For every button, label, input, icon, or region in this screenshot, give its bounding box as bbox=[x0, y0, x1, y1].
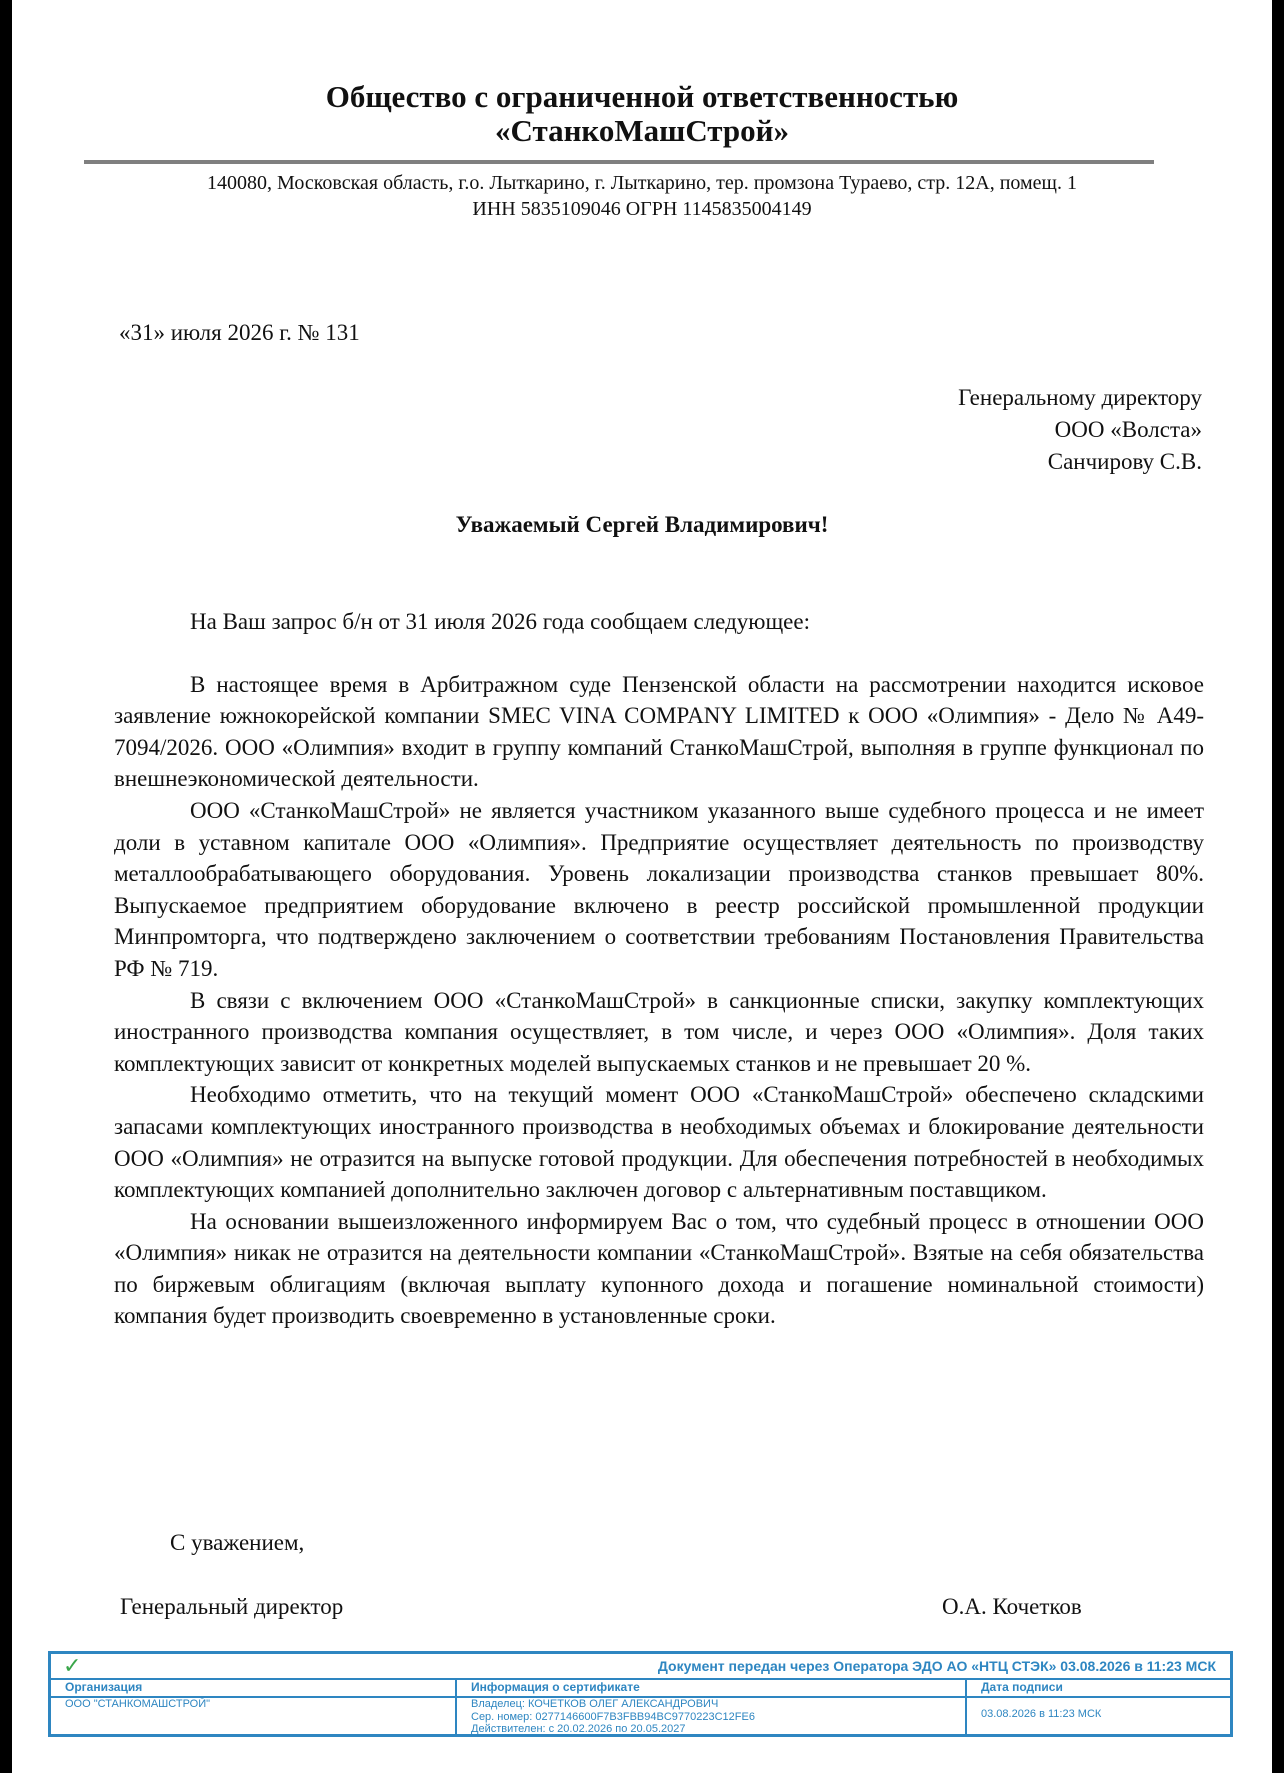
recipient-line: Генеральному директору bbox=[958, 385, 1202, 410]
stamp-cert-serial: Сер. номер: 0277146600F7B3FBB94BC9770223C12FE6 bbox=[471, 1710, 755, 1723]
body-paragraph: В настоящее время в Арбитражном суде Пензенской области на рассмотрении находится исковое заявление южнокорейской компании SMEC VINA COMPANY LIMITED к ООО «Олимпия» - Дело № А49-7094/2026. ООО «Олимпия» входит в группу компаний СтанкоМашСтрой, выполняя в группе функционал по внешнеэкономической деятельности. bbox=[114, 671, 1204, 792]
check-icon: ✓ bbox=[63, 1653, 82, 1678]
company-registration: ИНН 5835109046 ОГРН 1145835004149 bbox=[472, 198, 812, 220]
body-paragraph: В связи с включением ООО «СтанкоМашСтрой» в санкционные списки, закупку комплектующих иностранного производства компания осуществляет, в том числе, и через ООО «Олимпия». Доля таких комплектующих зависит от конкретных моделей выпускаемых станков и не превышает 20 %. bbox=[114, 987, 1204, 1076]
letter-body bbox=[114, 606, 1204, 1332]
stamp-cert-valid: Действителен: с 20.02.2026 по 20.05.2027 bbox=[471, 1723, 686, 1735]
stamp-col-title: Информация о сертификате bbox=[457, 1678, 965, 1698]
stamp-col-title: Организация bbox=[51, 1678, 455, 1698]
body-paragraph: На Ваш запрос б/н от 31 июля 2026 года сообщаем следующее: bbox=[190, 609, 810, 634]
recipient-block bbox=[642, 382, 1202, 478]
body-paragraph: На основании вышеизложенного информируем Вас о том, что судебный процесс в отношении ООО «Олимпия» никак не отразится на деятельности компании «СтанкоМашСтрой». Взятые на себя обязательства по биржевым облигациям (включая выплату купонного дохода и погашение номинальной стоимости) компания будет производить своевременно в установленные сроки. bbox=[114, 1208, 1204, 1329]
body-paragraph: Необходимо отметить, что на текущий момент ООО «СтанкоМашСтрой» обеспечено складскими запасами комплектующих иностранного производства в необходимых объемах и блокирование деятельности ООО «Олимпия» не отразится на выпуске готовой продукции. Для обеспечения потребностей в необходимых комплектующих компанией дополнительно заключен договор с альтернативным поставщиком. bbox=[114, 1082, 1204, 1203]
company-name-line1: Общество с ограниченной ответственностью bbox=[325, 79, 959, 114]
closing-phrase: С уважением, bbox=[170, 1530, 305, 1555]
signer-name: О.А. Кочетков bbox=[942, 1594, 1082, 1619]
stamp-header bbox=[51, 1654, 1230, 1680]
recipient-line: ООО «Волста» bbox=[1054, 417, 1202, 442]
signer-position: Генеральный директор bbox=[120, 1594, 344, 1619]
letter-page bbox=[12, 0, 1272, 1773]
stamp-col-organization bbox=[51, 1678, 457, 1734]
letter-date-number: «31» июля 2026 г. № 131 bbox=[119, 320, 360, 345]
stamp-cert-owner: Владелец: КОЧЕТКОВ ОЛЕГ АЛЕКСАНДРОВИЧ bbox=[471, 1698, 719, 1710]
stamp-cert-info bbox=[471, 1698, 755, 1736]
recipient-line: Санчирову С.В. bbox=[1047, 449, 1202, 474]
stamp-columns bbox=[51, 1678, 1230, 1734]
stamp-header-text: Документ передан через Оператора ЭДО АО «НТЦ СТЭК» 03.08.2026 в 11:23 МСК bbox=[657, 1658, 1216, 1674]
body-paragraph: ООО «СтанкоМашСтрой» не является участником указанного выше судебного процесса и не имеет доли в уставном капитале ООО «Олимпия». Предприятие осуществляет деятельность по производству металлообрабатывающего оборудования. Уровень локализации производства станков превышает 80%. Выпускаемое предприятием оборудование включено в реестр российской промышленной продукции Минпромторга, что подтверждено заключением о соответствии требованиям Постановления Правительства РФ № 719. bbox=[114, 797, 1204, 981]
company-name-line2: «СтанкоМашСтрой» bbox=[494, 113, 789, 148]
stamp-col-title: Дата подписи bbox=[967, 1678, 1230, 1698]
stamp-org-value: ООО "СТАНКОМАШСТРОЙ" bbox=[65, 1698, 211, 1710]
stamp-sign-date-value: 03.08.2026 в 11:23 МСК bbox=[981, 1708, 1102, 1720]
stamp-col-sign-date bbox=[967, 1678, 1230, 1734]
edo-signature-stamp bbox=[48, 1651, 1233, 1737]
header-divider bbox=[84, 160, 1154, 164]
stamp-col-certificate bbox=[457, 1678, 967, 1734]
salutation: Уважаемый Сергей Владимирович! bbox=[455, 512, 829, 537]
company-address: 140080, Московская область, г.о. Лыткарино, г. Лыткарино, тер. промзона Тураево, стр. 12А, помещ. 1 bbox=[207, 172, 1077, 194]
